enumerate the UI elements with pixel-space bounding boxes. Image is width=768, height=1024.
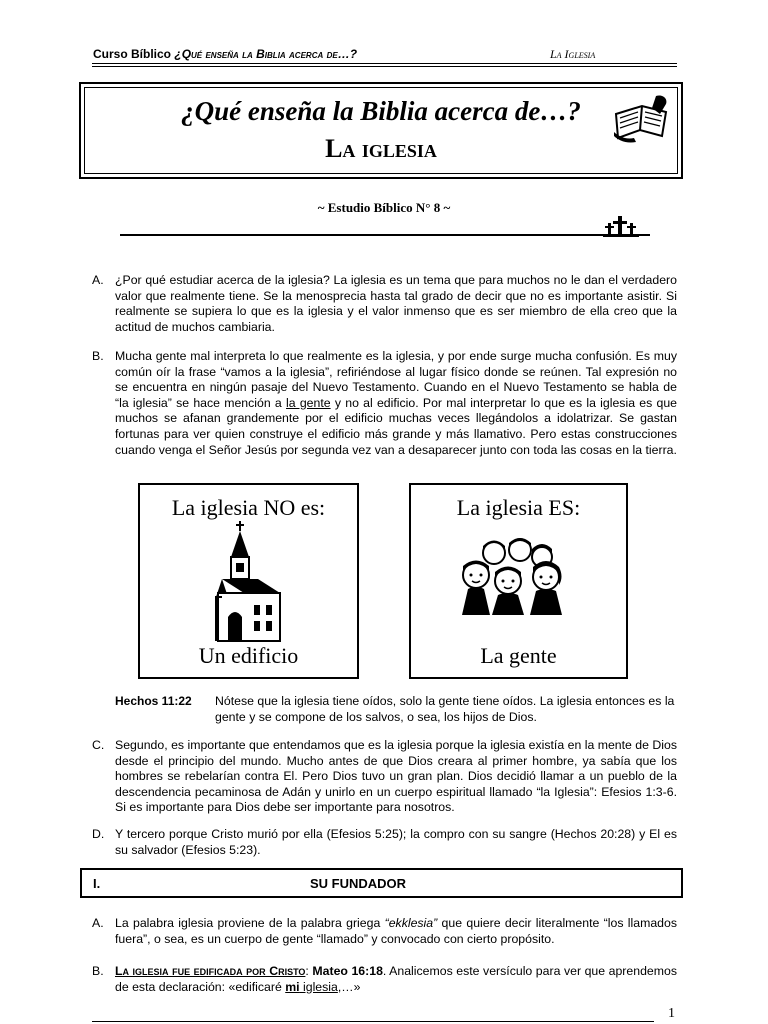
study-label: ~ Estudio Bíblico N° 8 ~ [317, 200, 451, 215]
paragraph-text: ¿Por qué estudiar acerca de la iglesia? La iglesia es un tema que para muchos no le dan el verdadero valor que realmente tiene. Se la menosprecia hasta tal grado de decir que no es importante asistir. Si realmente se supiera lo que es la iglesia y el valor inmenso que es ser miembro de ella creo que la actitud de muchos cambiaria. [115, 273, 677, 334]
list-label: A. [92, 273, 104, 287]
paragraph-text-end: que quiere decir literalmente “los llamados fuera”, o sea, es un cuerpo de gente “llamado” y convocado con cierto propósito. [115, 916, 677, 946]
greek-term: “ekklesia” [384, 916, 438, 930]
paragraph-text-start: Mucha gente mal interpreta lo que realmente es la iglesia, y por ende surge mucha confusión. Es muy común oír la frase “vamos a la iglesia”, refiriéndose al lugar físico donde se reúnen. Tal expresión no se encuentra en ningún pasaje del Nuevo Testamento. Cuando en el Nuevo Testamento se habla de “la iglesia” se hace mención a [115, 349, 677, 410]
paragraph-text [115, 349, 677, 458]
running-header-left [93, 47, 357, 61]
paragraph-text [115, 964, 677, 995]
comparison-caption: Un edificio [198, 643, 299, 668]
comparison-caption: La gente [480, 643, 557, 668]
list-label: B. [92, 964, 104, 978]
footer-rule [92, 1021, 654, 1022]
course-name: Curso Bíblico [93, 47, 172, 61]
comparison-heading: La iglesia NO es: [171, 495, 326, 520]
founder-paragraph-a [92, 916, 677, 947]
paragraph-c [92, 738, 677, 816]
paragraph-d [92, 827, 677, 858]
comparison-box-not [138, 483, 359, 679]
church-icon [214, 521, 286, 643]
crosses-icon [603, 215, 639, 237]
subheading: La iglesia fue edificada por Cristo [115, 964, 306, 978]
founder-paragraph-b [92, 964, 677, 995]
comparison-heading: La iglesia ES: [456, 495, 581, 520]
people-icon [460, 537, 570, 617]
emphasis-iglesia: iglesia [299, 979, 338, 994]
paragraph-text [115, 916, 677, 947]
paragraph-text: Segundo, es importante que entendamos que es la iglesia porque la iglesia existía en la mente de Dios desde el principio del mundo. Mucho antes de que Dios creara al primer hombre, ya sabía que los hombres se rebelarían contra El. Pero Dios tuvo un gran plan. Dios decidió llamar a un pueblo de la descendencia pecaminosa de Adán y unirlo en un cuerpo espiritual llamado “la Iglesia”: Efesios 1:3-6. Si es importante para Dios debe ser importante para nosotros. [115, 738, 677, 815]
study-rule [120, 234, 650, 236]
scripture-reference: Hechos 11:22 [115, 694, 192, 708]
section-title: SU FUNDADOR [310, 876, 407, 891]
page-number: 1 [668, 1006, 675, 1021]
header-rule [92, 63, 677, 64]
comparison-box-is [409, 483, 628, 679]
emphasis-mi: mi [285, 979, 300, 994]
paragraph-text-end: ,…» [337, 979, 361, 994]
list-label: C. [92, 738, 105, 752]
paragraph-text-end: y no al edificio. Por mal interpretar lo que es la iglesia es que muchos se afanan grandemente por el edificio muchas veces llegándolos a idolatrizar. Se gastan fortunas para ver quien construye el edificio más grande y más llamativo. Pero estas construcciones cuando venga el Señor Jesús por segunda vez van a desaparecer junto con toda las cosas en la tierra. [115, 395, 678, 457]
list-label: D. [92, 827, 105, 841]
series-name: ¿Qué enseña la Biblia acerca de…? [174, 47, 358, 61]
paragraph-text-start: La palabra iglesia proviene de la palabra griega [115, 916, 385, 930]
paragraph-b [92, 349, 678, 458]
list-label: A. [92, 916, 104, 930]
verse-reference: Mateo 16:18 [312, 964, 383, 978]
header-rule-2 [92, 66, 677, 67]
paragraph-a [92, 273, 677, 335]
running-header-topic: La Iglesia [550, 47, 596, 61]
colon: : [305, 964, 313, 978]
section-number: I. [93, 876, 101, 891]
paragraph-text: Y tercero porque Cristo murió por ella (Efesios 5:25); la compro con su sangre (Hechos 20:28) y El es su salvador (Efesios 5:23). [115, 827, 677, 857]
underlined-phrase: la gente [286, 395, 331, 410]
list-label: B. [92, 349, 104, 363]
scripture-note: Nótese que la iglesia tiene oídos, solo la gente tiene oídos. La iglesia entonces es la gente y se compone de los salvos, o sea, los hijos de Dios. [215, 694, 675, 724]
bible-icon [612, 92, 670, 144]
page-subtitle: La iglesia [325, 134, 437, 163]
paragraph-text-mid: . Analicemos este versículo para ver que aprendemos de esta declaración: «edificaré [115, 964, 677, 994]
page-title: ¿Qué enseña la Biblia acerca de…? [181, 96, 581, 126]
